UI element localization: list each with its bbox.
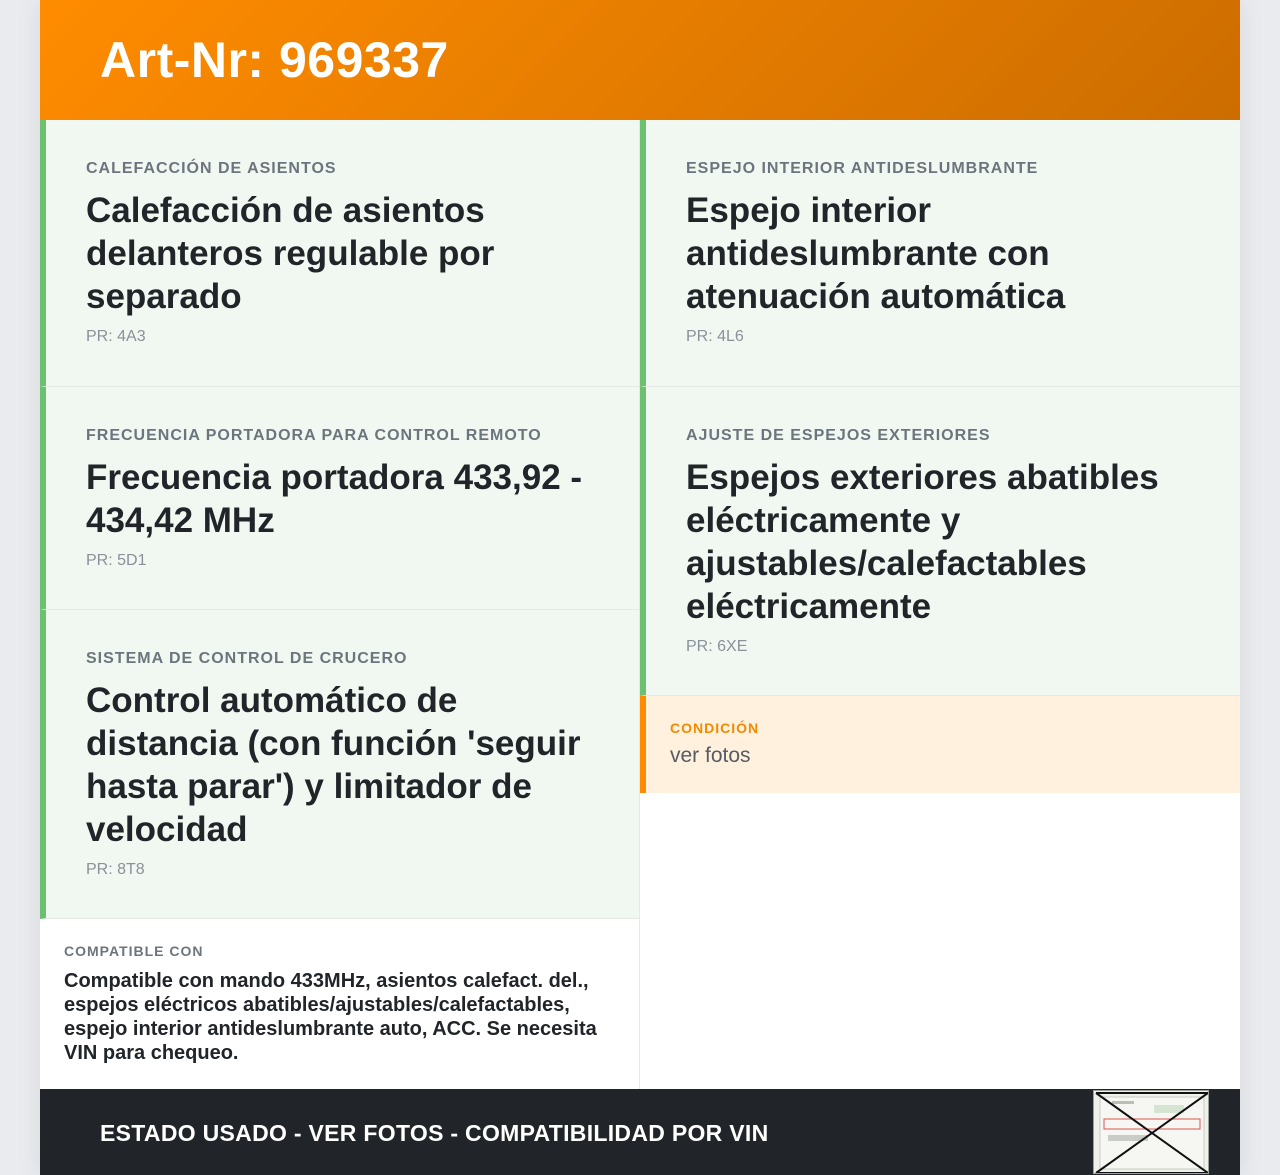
- feature-card: [640, 387, 1240, 696]
- feature-title: Espejo interior antideslumbrante con atenuación automática: [686, 191, 1066, 316]
- feature-category: CALEFACCIÓN DE ASIENTOS: [86, 160, 337, 177]
- feature-card: [40, 120, 640, 387]
- feature-category: FRECUENCIA PORTADORA PARA CONTROL REMOTO: [86, 427, 542, 444]
- feature-category: ESPEJO INTERIOR ANTIDESLUMBRANTE: [686, 160, 1039, 177]
- datasheet-page: [40, 0, 1240, 1175]
- condition-value: ver fotos: [670, 744, 751, 767]
- feature-title: Espejos exteriores abatibles eléctricamente y ajustables/calefactables eléctricamente: [686, 458, 1159, 626]
- condition-label: CONDICIÓN: [670, 720, 760, 736]
- feature-pr-code: PR: 6XE: [686, 638, 748, 655]
- condition-section: [640, 696, 1240, 793]
- part-photo-thumbnail[interactable]: [1093, 1090, 1209, 1174]
- compatibility-label: COMPATIBLE CON: [64, 943, 204, 959]
- feature-card: [640, 120, 1240, 387]
- label-photo-image: [1094, 1091, 1209, 1174]
- compatibility-text: Compatible con mando 433MHz, asientos calefact. del., espejos eléctricos abatibles/ajustables/calefactables, espejo interior antideslumbrante auto, ACC. Se necesita VIN para chequeo.: [64, 970, 597, 1064]
- feature-column-right: [640, 120, 1240, 793]
- feature-title: Control automático de distancia (con función 'seguir hasta parar') y limitador de velocidad: [86, 681, 581, 849]
- article-number-title: Art-Nr: 969337: [100, 32, 449, 88]
- feature-pr-code: PR: 8T8: [86, 861, 145, 878]
- compatibility-section: [40, 919, 640, 1089]
- feature-category: AJUSTE DE ESPEJOS EXTERIORES: [686, 427, 991, 444]
- feature-card: [40, 387, 640, 610]
- footer-bar: [40, 1089, 1240, 1175]
- header-bar: [40, 0, 1240, 120]
- feature-title: Calefacción de asientos delanteros regulable por separado: [86, 191, 495, 316]
- feature-column-left: [40, 120, 640, 919]
- feature-pr-code: PR: 4L6: [686, 328, 744, 345]
- feature-card: [40, 610, 640, 919]
- feature-pr-code: PR: 5D1: [86, 552, 147, 569]
- feature-title: Frecuencia portadora 433,92 - 434,42 MHz: [86, 458, 583, 540]
- feature-grid: [40, 120, 1240, 1089]
- footer-status-text: ESTADO USADO - VER FOTOS - COMPATIBILIDAD POR VIN: [100, 1120, 769, 1146]
- feature-pr-code: PR: 4A3: [86, 328, 146, 345]
- feature-category: SISTEMA DE CONTROL DE CRUCERO: [86, 650, 408, 667]
